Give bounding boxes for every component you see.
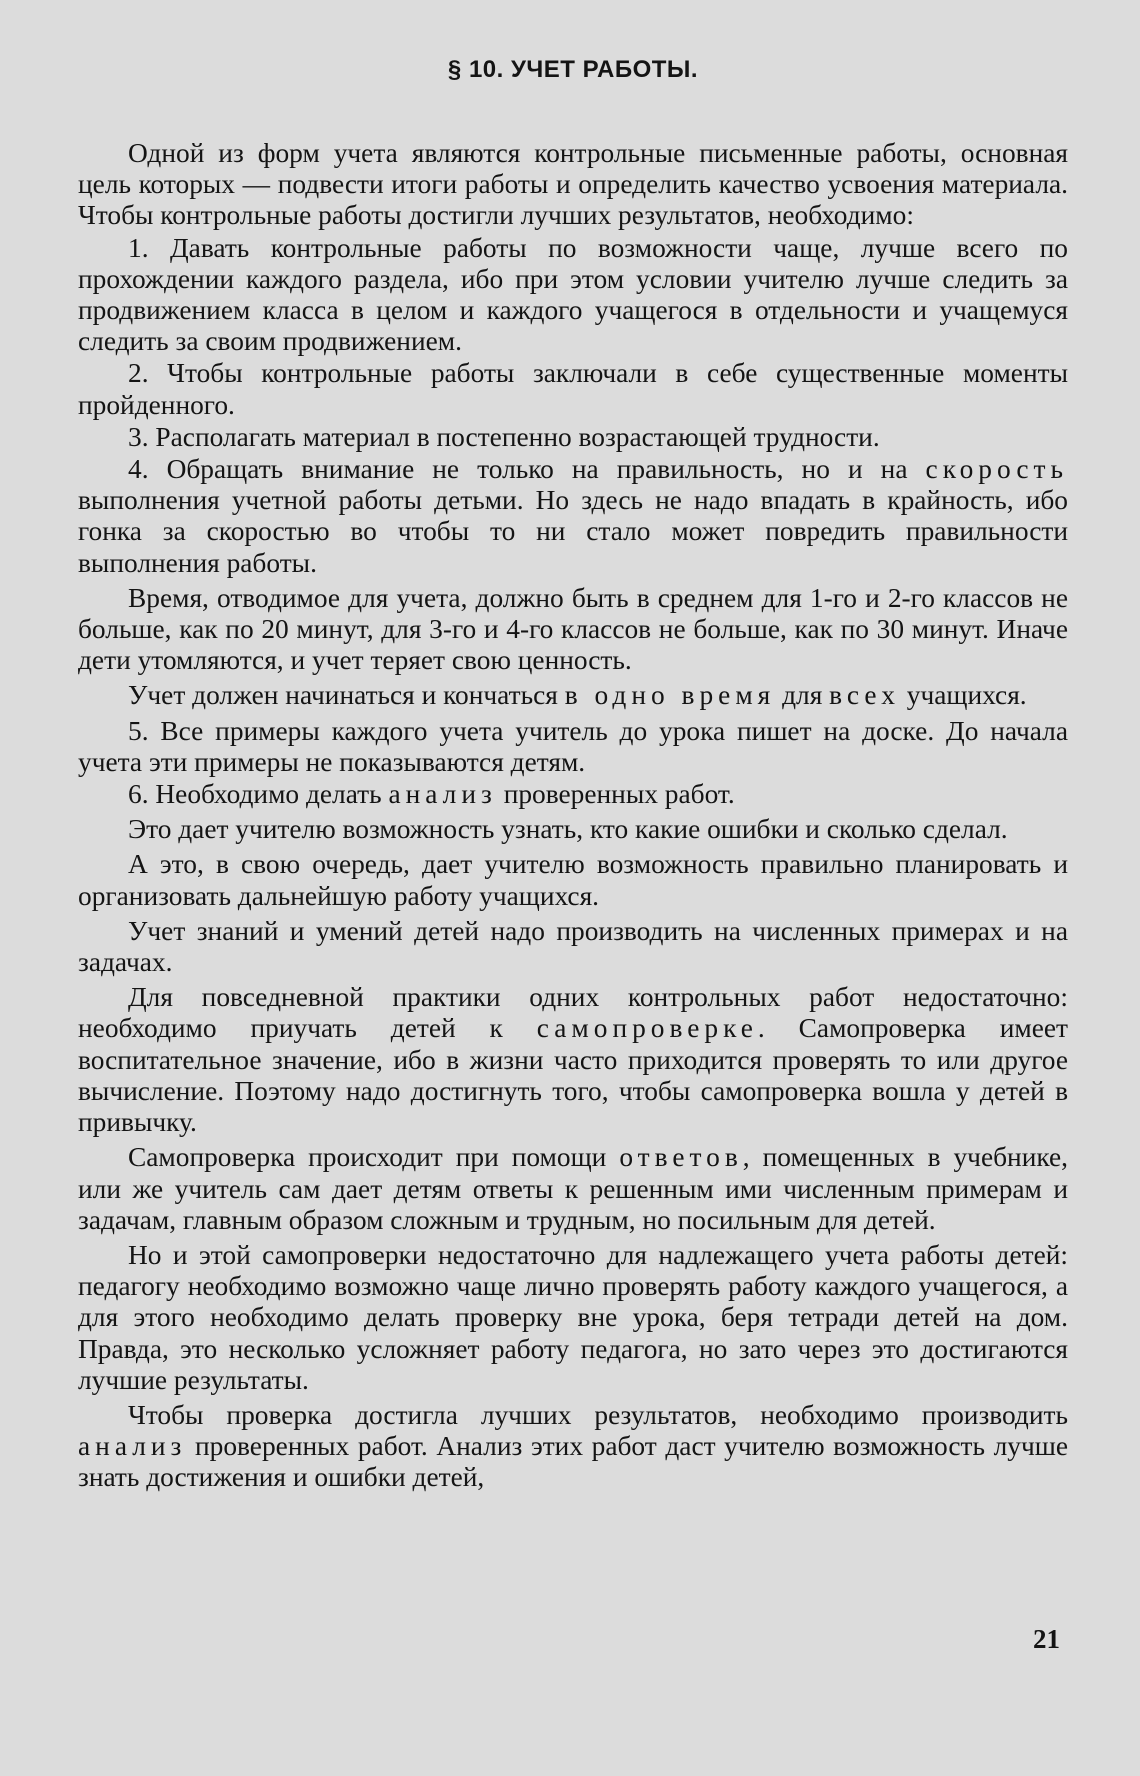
paragraph-3: 2. Чтобы контрольные работы заключали в себе существенные моменты пройденного. bbox=[78, 358, 1068, 420]
paragraph-12: Учет знаний и умений детей надо производить на численных примерах и на задачах. bbox=[78, 915, 1068, 978]
spaced-emphasis: самопроверке bbox=[536, 1013, 758, 1044]
spaced-emphasis: в одно время bbox=[564, 680, 776, 711]
paragraph-7: Учет должен начинаться и кончаться в одно время для всех учащихся. bbox=[128, 680, 1027, 711]
spaced-emphasis: ответов bbox=[619, 1142, 743, 1173]
paragraph-10: Это дает учителю возможность узнать, кто какие ошибки и сколько сделал. bbox=[128, 814, 1008, 845]
section-heading: § 10. УЧЕТ РАБОТЫ. bbox=[447, 56, 699, 83]
spaced-emphasis: анализ bbox=[388, 779, 497, 810]
paragraph-2: 1. Давать контрольные работы по возможности чаще, лучше всего по прохождении каждого раздела, ибо при этом условии учителю лучше следить за продвижением класса в целом и каждого учащегося в отдельности и учащемуся следить за своим продвижением. bbox=[78, 232, 1068, 357]
paragraph-11: А это, в свою очередь, дает учителю возможность правильно планировать и организовать дальнейшую работу учащихся. bbox=[78, 849, 1068, 911]
paragraph-14: Самопроверка происходит при помощи ответов, помещенных в учебнике, или же учитель сам дает детям ответы к решенным ими численным примерам и задачам, главным образом сложным и трудным, но посильным для детей. bbox=[78, 1142, 1068, 1235]
spaced-emphasis: скорость bbox=[925, 454, 1068, 485]
paragraph-1: Одной из форм учета являются контрольные письменные работы, основная цель которых — подвести итоги работы и определить качество усвоения материала. Чтобы контрольные работы достигли лучших результатов, необходимо: bbox=[78, 138, 1068, 231]
paragraph-8: 5. Все примеры каждого учета учитель до урока пишет на доске. До начала учета эти примеры не показываются детям. bbox=[78, 715, 1068, 777]
spaced-emphasis: всех bbox=[829, 680, 900, 711]
spaced-emphasis: анализ bbox=[78, 1431, 187, 1462]
page-number: 21 bbox=[1033, 1624, 1060, 1654]
paragraph-15: Но и этой самопроверки недостаточно для надлежащего учета работы детей: педагогу необходимо возможно чаще лично проверять работу каждого учащегося, а для этого необходимо делать проверку вне урока, беря тетради детей на дом. Правда, это несколько усложняет работу педагога, но зато через это достигаются лучшие результаты. bbox=[78, 1239, 1068, 1395]
paragraph-5: 4. Обращать внимание не только на правильность, но и на скорость выполнения учетной работы детьми. Но здесь не надо впадать в крайность, ибо гонка за скоростью во чтобы то ни стало может повредить правильности выполнения работы. bbox=[78, 454, 1068, 578]
paragraph-16: Чтобы проверка достигла лучших результатов, необходимо производить анализ проверенных работ. Анализ этих работ даст учителю возможность лучше знать достижения и ошибки детей, bbox=[78, 1399, 1068, 1493]
paragraph-13: Для повседневной практики одних контрольных работ недостаточно: необходимо приучать детей к самопроверке. Самопроверка имеет воспитательное значение, ибо в жизни часто приходится проверять то или другое вычисление. Поэтому надо достигнуть того, чтобы самопроверка вошла у детей в привычку. bbox=[78, 982, 1069, 1138]
body-text bbox=[78, 138, 1068, 1494]
paragraph-9: 6. Необходимо делать анализ проверенных работ. bbox=[128, 779, 735, 810]
paragraph-4: 3. Располагать материал в постепенно возрастающей трудности. bbox=[128, 421, 880, 452]
paragraph-6: Время, отводимое для учета, должно быть в среднем для 1-го и 2-го классов не больше, как по 20 минут, для 3-го и 4-го классов не больше, как по 30 минут. Иначе дети утомляются, и учет теряет свою ценность. bbox=[78, 582, 1068, 676]
